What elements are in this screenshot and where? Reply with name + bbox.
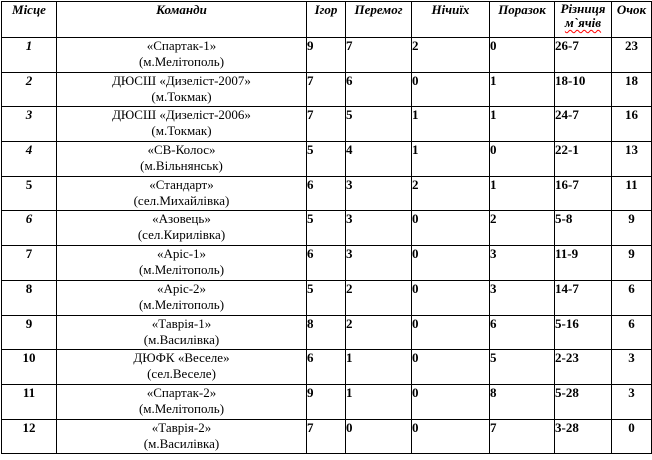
wins-cell: 6 — [346, 72, 412, 107]
goal-diff-cell: 5-28 — [555, 384, 612, 419]
points-cell: 6 — [612, 315, 652, 350]
wins-cell: 0 — [346, 419, 412, 454]
team-cell — [57, 384, 307, 419]
place-cell: 7 — [2, 246, 57, 281]
table-row — [2, 246, 652, 281]
games-cell: 7 — [307, 419, 346, 454]
losses-cell: 6 — [490, 315, 555, 350]
team-cell — [57, 246, 307, 281]
games-cell: 9 — [307, 384, 346, 419]
points-cell: 11 — [612, 176, 652, 211]
col-header-teams: Команди — [57, 2, 307, 38]
team-name: «Стандарт» — [149, 176, 214, 192]
place-cell: 12 — [2, 419, 57, 454]
team-cell — [57, 315, 307, 350]
goal-diff-cell: 5-8 — [555, 211, 612, 246]
draws-cell: 0 — [412, 315, 490, 350]
place-cell: 2 — [2, 72, 57, 107]
wins-cell: 7 — [346, 38, 412, 73]
wins-cell: 4 — [346, 142, 412, 177]
draws-cell: 0 — [412, 72, 490, 107]
table-row — [2, 384, 652, 419]
team-name: «Аріс-2» — [156, 280, 207, 296]
goal-diff-cell: 18-10 — [555, 72, 612, 107]
losses-cell: 5 — [490, 350, 555, 385]
losses-cell: 3 — [490, 280, 555, 315]
place-cell: 5 — [2, 176, 57, 211]
draws-cell: 0 — [412, 419, 490, 454]
team-city: (м.Токмак) — [151, 123, 212, 139]
games-cell: 7 — [307, 72, 346, 107]
team-name: «Азовець» — [152, 211, 211, 227]
goal-diff-cell: 16-7 — [555, 176, 612, 211]
table-row — [2, 419, 652, 454]
games-cell: 6 — [307, 246, 346, 281]
col-header-wins: Перемог — [346, 2, 412, 38]
team-cell — [57, 107, 307, 142]
goal-diff-cell: 3-28 — [555, 419, 612, 454]
team-city: (м.Мелітополь) — [138, 296, 225, 312]
team-name: «СВ-Колос» — [147, 142, 216, 158]
points-cell: 18 — [612, 72, 652, 107]
team-city: (м.Мелітополь) — [138, 400, 225, 416]
table-row — [2, 211, 652, 246]
wins-cell: 3 — [346, 211, 412, 246]
games-cell: 6 — [307, 350, 346, 385]
team-city: (м.Василівка) — [143, 435, 220, 451]
games-cell: 6 — [307, 176, 346, 211]
place-cell: 3 — [2, 107, 57, 142]
standings-table — [1, 1, 652, 454]
games-cell: 5 — [307, 142, 346, 177]
points-cell: 23 — [612, 38, 652, 73]
table-row — [2, 315, 652, 350]
points-cell: 9 — [612, 211, 652, 246]
games-cell: 5 — [307, 211, 346, 246]
table-row — [2, 280, 652, 315]
team-name: «Спартак-1» — [146, 38, 217, 53]
losses-cell: 1 — [490, 107, 555, 142]
col-header-games: Ігор — [307, 2, 346, 38]
draws-cell: 1 — [412, 107, 490, 142]
points-cell: 16 — [612, 107, 652, 142]
losses-cell: 8 — [490, 384, 555, 419]
games-cell: 8 — [307, 315, 346, 350]
team-cell — [57, 211, 307, 246]
points-cell: 3 — [612, 350, 652, 385]
goal-diff-cell: 11-9 — [555, 246, 612, 281]
draws-cell: 1 — [412, 142, 490, 177]
team-name: ДЮФК «Веселе» — [133, 350, 230, 366]
standings-body — [2, 38, 652, 454]
team-city: (м.Мелітополь) — [138, 262, 225, 278]
col-header-points: Очок — [612, 2, 652, 38]
place-cell: 8 — [2, 280, 57, 315]
place-cell: 1 — [2, 38, 57, 73]
draws-cell: 0 — [412, 350, 490, 385]
team-city: (сел.Михайлівка) — [133, 192, 230, 208]
col-header-draws: Нічиїх — [412, 2, 490, 38]
losses-cell: 7 — [490, 419, 555, 454]
losses-cell: 2 — [490, 211, 555, 246]
draws-cell: 2 — [412, 38, 490, 73]
goal-diff-label-line1: Різниця — [560, 1, 606, 16]
losses-cell: 0 — [490, 142, 555, 177]
team-city: (м.Токмак) — [151, 88, 212, 104]
goal-diff-cell: 2-23 — [555, 350, 612, 385]
col-header-losses: Поразок — [490, 2, 555, 38]
goal-diff-cell: 26-7 — [555, 38, 612, 73]
team-cell — [57, 72, 307, 107]
table-row — [2, 38, 652, 73]
draws-cell: 0 — [412, 246, 490, 281]
table-row — [2, 142, 652, 177]
team-cell — [57, 38, 307, 73]
games-cell: 9 — [307, 38, 346, 73]
points-cell: 3 — [612, 384, 652, 419]
team-city: (сел.Кирилівка) — [137, 227, 226, 243]
points-cell: 9 — [612, 246, 652, 281]
goal-diff-cell: 14-7 — [555, 280, 612, 315]
wins-cell: 3 — [346, 246, 412, 281]
col-header-goal-diff — [555, 2, 612, 38]
team-city: (м.Мелітополь) — [138, 54, 225, 69]
games-cell: 7 — [307, 107, 346, 142]
team-cell — [57, 176, 307, 211]
table-row — [2, 350, 652, 385]
goal-diff-cell: 5-16 — [555, 315, 612, 350]
goal-diff-label-line2: м`ячів — [564, 15, 602, 30]
team-name: «Спартак-2» — [146, 384, 217, 400]
table-row — [2, 107, 652, 142]
team-name: «Аріс-1» — [156, 246, 207, 262]
wins-cell: 2 — [346, 315, 412, 350]
losses-cell: 0 — [490, 38, 555, 73]
wins-cell: 3 — [346, 176, 412, 211]
wins-cell: 1 — [346, 384, 412, 419]
team-name: «Таврія-2» — [151, 419, 212, 435]
place-cell: 6 — [2, 211, 57, 246]
draws-cell: 0 — [412, 280, 490, 315]
team-cell — [57, 280, 307, 315]
team-cell — [57, 419, 307, 454]
team-city: (м.Василівка) — [143, 331, 220, 347]
draws-cell: 0 — [412, 384, 490, 419]
goal-diff-cell: 22-1 — [555, 142, 612, 177]
team-city: (м.Вільнянськ) — [140, 158, 223, 174]
header-row — [2, 2, 652, 38]
points-cell: 6 — [612, 280, 652, 315]
table-row — [2, 72, 652, 107]
team-cell — [57, 350, 307, 385]
place-cell: 10 — [2, 350, 57, 385]
col-header-place: Місце — [2, 2, 57, 38]
team-name: ДЮСШ «Дизеліст-2006» — [112, 107, 251, 123]
team-cell — [57, 142, 307, 177]
team-city: (сел.Веселе) — [147, 366, 216, 382]
table-row — [2, 176, 652, 211]
team-name: «Таврія-1» — [151, 315, 212, 331]
wins-cell: 2 — [346, 280, 412, 315]
place-cell: 4 — [2, 142, 57, 177]
games-cell: 5 — [307, 280, 346, 315]
wins-cell: 1 — [346, 350, 412, 385]
wins-cell: 5 — [346, 107, 412, 142]
place-cell: 9 — [2, 315, 57, 350]
losses-cell: 3 — [490, 246, 555, 281]
goal-diff-cell: 24-7 — [555, 107, 612, 142]
draws-cell: 0 — [412, 211, 490, 246]
place-cell: 11 — [2, 384, 57, 419]
losses-cell: 1 — [490, 176, 555, 211]
losses-cell: 1 — [490, 72, 555, 107]
points-cell: 13 — [612, 142, 652, 177]
draws-cell: 2 — [412, 176, 490, 211]
points-cell: 0 — [612, 419, 652, 454]
team-name: ДЮСШ «Дизеліст-2007» — [112, 72, 251, 88]
